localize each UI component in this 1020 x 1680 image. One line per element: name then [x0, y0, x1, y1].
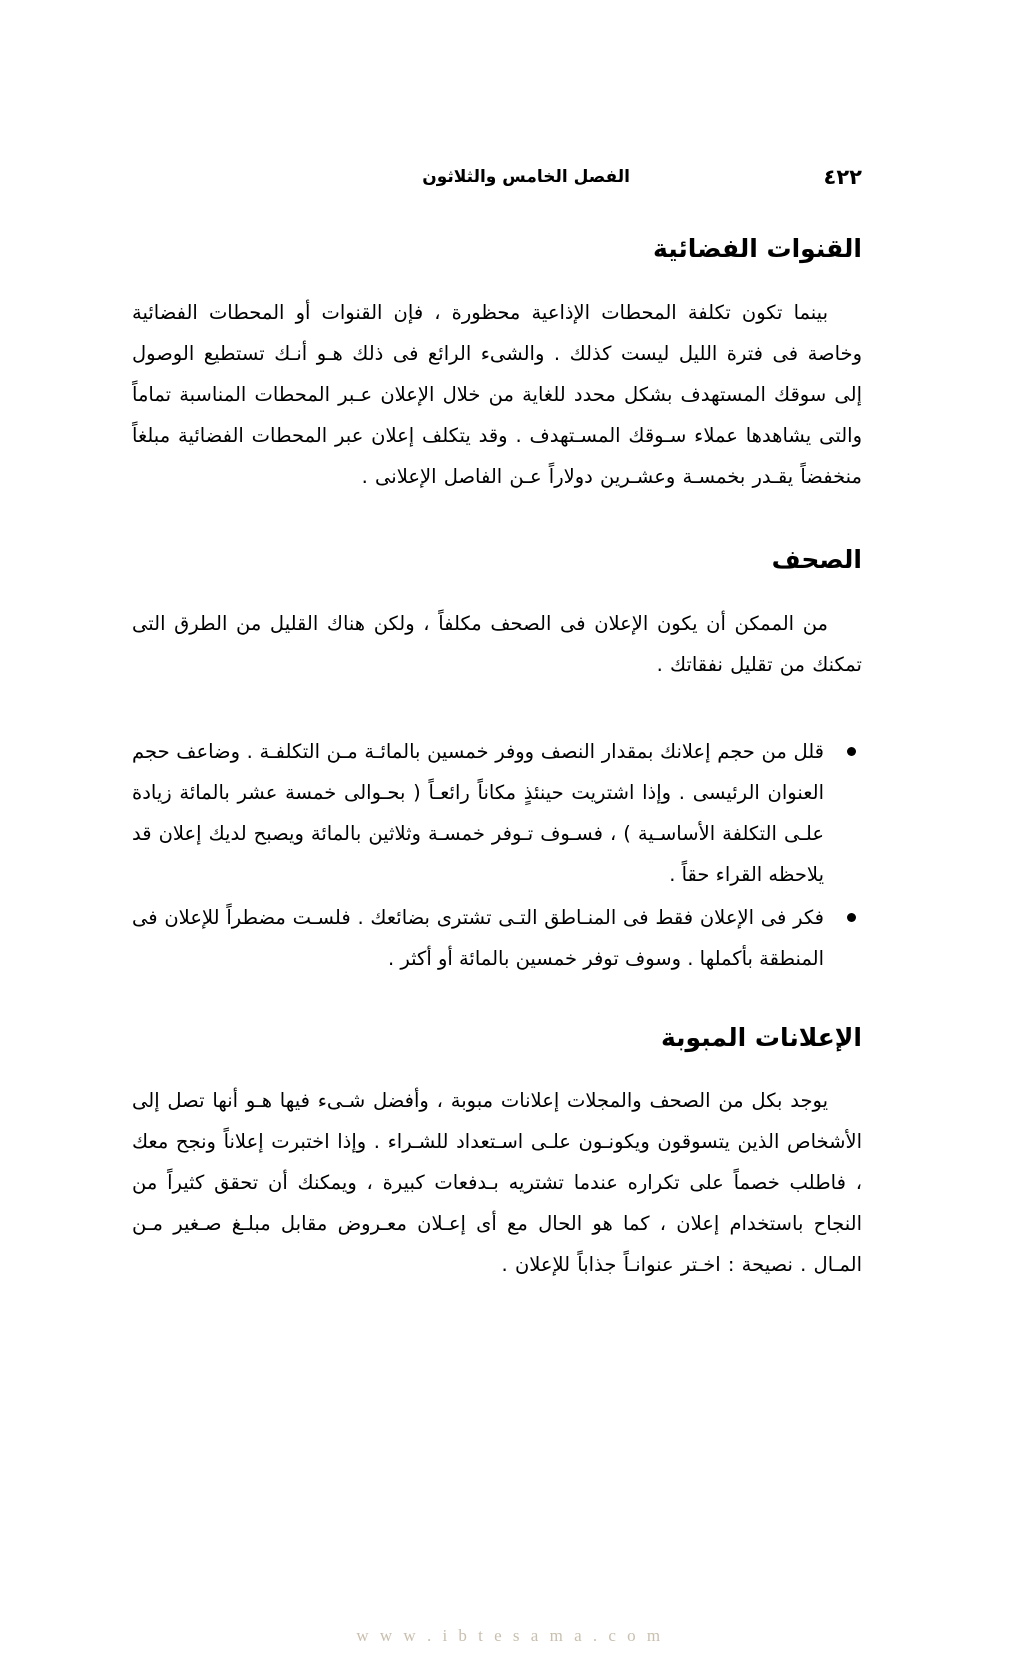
section-paragraph-classified-ads: يوجد بكل من الصحف والمجلات إعلانات مبوبة ، وأفضل شـىء فيها هـو أنها تصل إلى الأشخاص الذين يتسوقون ويكونـون علـى اسـتعداد للشـراء . وإذا اختبرت إعلاناً ونجح معك ، فاطلب خصماً على تكراره عندما تشتريه بـدفعات كبيرة ، ويمكنك أن تحقق كثيراً من النجاح باستخدام إعلان ، كما هو الحال مع أى إعـلان معـروض مقابل مبلـغ صـغير مـن المـال . نصيحة : اخـتر عنوانـاً جذاباً للإعلان .	[132, 1089, 862, 1277]
bullet-dot-icon	[847, 747, 856, 756]
section-heading-newspapers: الصحف	[771, 544, 862, 574]
spacer	[132, 497, 862, 543]
list-item-text: فكر فى الإعلان فقط فى المنـاطق التـى تشترى بضائعك . فلسـت مضطراً للإعلان فى المنطقة بأكملها . وسوف توفر خمسين بالمائة أو أكثر .	[132, 905, 824, 970]
section-paragraph-newspapers: من الممكن أن يكون الإعلان فى الصحف مكلفاً ، ولكن هناك القليل من الطرق التى تمكنك من تقليل نفقاتك .	[132, 611, 862, 676]
running-head	[0, 160, 1020, 194]
list-item	[132, 897, 862, 979]
section-heading-classified-ads: الإعلانات المبوبة	[661, 1022, 862, 1052]
spacer	[132, 685, 862, 731]
spacer	[132, 981, 862, 1021]
newspapers-tips-list	[132, 731, 862, 979]
bullet-dot-icon	[847, 913, 856, 922]
page-number: ٤٢٢	[823, 164, 862, 189]
spacer	[132, 577, 862, 603]
page-content	[132, 232, 862, 1285]
list-item-text: قلل من حجم إعلانك بمقدار النصف ووفر خمسين بالمائـة مـن التكلفـة . وضاعف حجم العنوان الرئيسى . وإذا اشتريت حينئذٍ مكاناً رائعـاً ( بحـوالى خمسة عشر بالمائة زيادة علـى التكلفة الأساسـية ) ، فسـوف تـوفر خمسـة وثلاثين بالمائة ويصبح لديك إعلان قد يلاحظه القراء حقاً .	[132, 739, 824, 886]
list-item	[132, 731, 862, 895]
footer-watermark: w w w . i b t e s a m a . c o m	[356, 1626, 664, 1645]
section-paragraph-satellite-channels: بينما تكون تكلفة المحطات الإذاعية محظورة ، فإن القنوات أو المحطات الفضائية وخاصة فى فترة الليل ليست كذلك . والشىء الرائع فى ذلك هـو أنـك تستطيع الوصول إلى سوقك المستهدف بشكل محدد للغاية من خلال الإعلان عـبر المحطات المناسبة تماماً والتى يشاهدها عملاء سـوقك المسـتهدف . وقد يتكلف إعلان عبر المحطات الفضائية مبلغاً منخفضاً يقـدر بخمسـة وعشـرين دولاراً عـن الفاصل الإعلانى .	[132, 300, 862, 488]
section-heading-satellite-channels: القنوات الفضائية	[653, 234, 862, 263]
chapter-title: الفصل الخامس والثلاثون	[422, 166, 630, 187]
spacer	[132, 266, 862, 292]
spacer	[132, 1054, 862, 1080]
